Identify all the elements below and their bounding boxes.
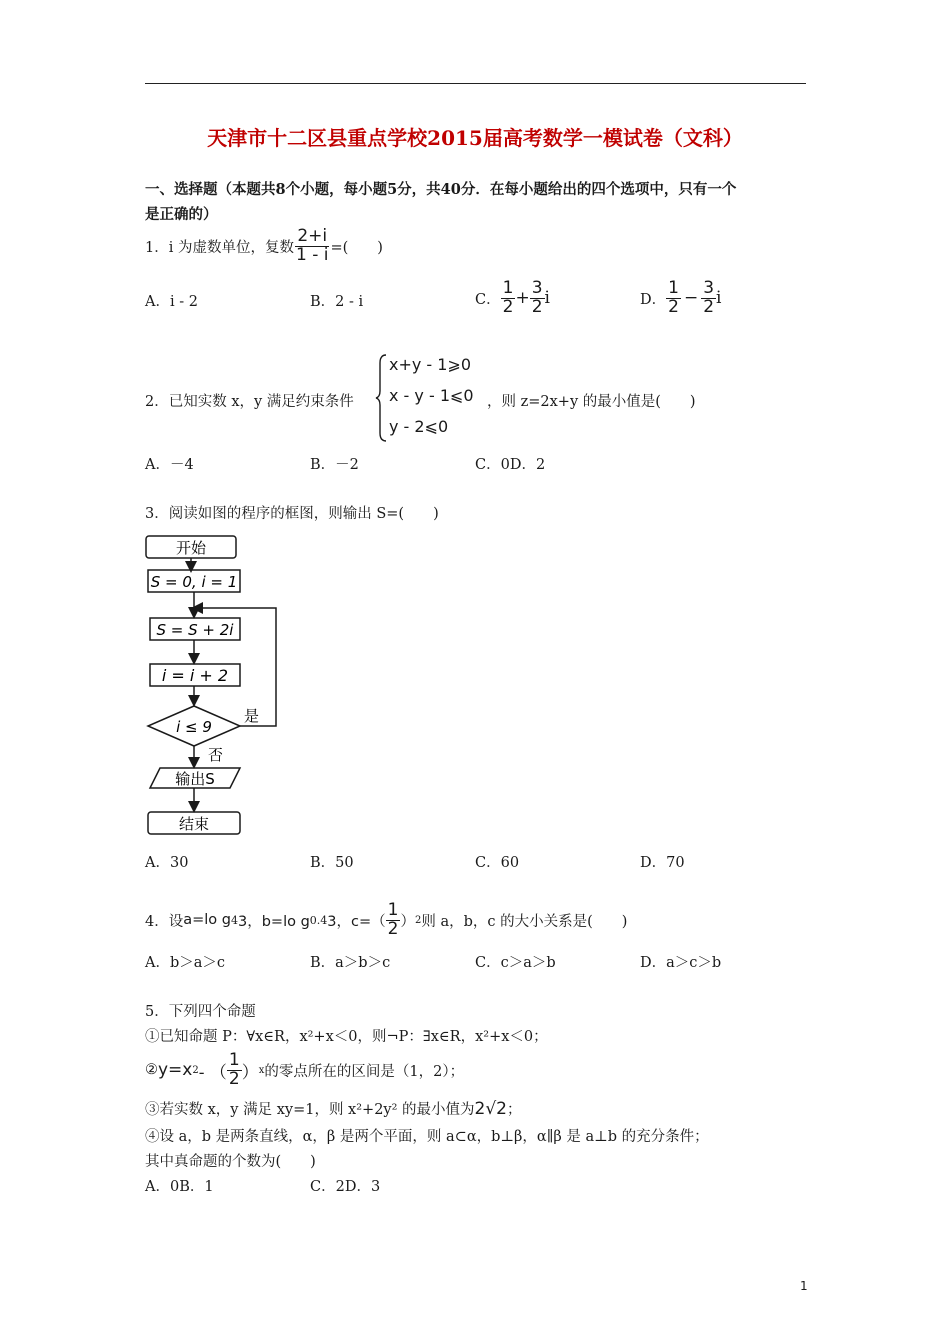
q4-option-b: B．a＞b＞c — [310, 955, 391, 971]
q2-constraint-2: x - y - 1⩽0 — [389, 386, 474, 405]
q4-c-exp: 2 — [414, 914, 422, 926]
q5-p2-exp2: x — [258, 1064, 265, 1076]
flow-output-text: 输出S — [175, 770, 215, 788]
q1-c-op: + — [515, 288, 530, 309]
q1-c-frac2 — [530, 280, 545, 317]
q1-c-f1-den: 2 — [502, 296, 514, 317]
q2-constraint-3: y - 2⩽0 — [389, 417, 449, 436]
q1-d-f1-num: 1 — [668, 278, 679, 298]
q1-d-frac1 — [666, 280, 681, 317]
q5-proposition-2 — [145, 1052, 464, 1089]
q3-text: 3．阅读如图的程序的框图，则输出 S=( ) — [145, 506, 439, 522]
q4-option-d: D．a＞c＞b — [640, 955, 722, 971]
q1-c-f2-num: 3 — [531, 278, 543, 298]
q1-d-i: i — [716, 288, 722, 309]
question-4 — [145, 902, 627, 939]
q4-b-sub: 0.4 — [309, 913, 328, 927]
q2-brace — [374, 353, 388, 443]
q1-suffix: =( ) — [330, 239, 383, 256]
flow-step1-text: S = S + 2i — [156, 621, 234, 639]
q4-a-def: a=lo g — [183, 912, 231, 929]
q4-suffix: 则 a，b，c 的大小关系是( ) — [421, 913, 628, 930]
q1-d-f2-num: 3 — [703, 278, 715, 298]
q5-p2-den: 2 — [228, 1068, 240, 1089]
q3-option-d: D．70 — [640, 855, 685, 871]
q1-option-a: A．i - 2 — [145, 294, 198, 310]
q2-option-b: B．－2 — [310, 457, 359, 473]
q1-c-i: i — [544, 288, 550, 309]
q2-option-a: A．－4 — [145, 457, 194, 473]
q5-p2-prefix: ② — [145, 1062, 158, 1079]
flow-end-text: 结束 — [178, 815, 210, 833]
q1-frac-num: 2+i — [297, 226, 328, 246]
q1-d-frac2 — [701, 280, 716, 317]
q1-option-d-label: D． — [640, 291, 667, 308]
q4-c-close: ） — [400, 913, 415, 930]
q5-tail: 其中真命题的个数为( ) — [145, 1154, 316, 1170]
q1-c-f2-den: 2 — [531, 296, 543, 317]
q1-option-b: B．2 - i — [310, 294, 364, 310]
q4-option-c: C．c＞a＞b — [475, 955, 556, 971]
q1-fraction — [294, 228, 330, 265]
q1-c-frac1 — [501, 280, 516, 317]
q5-heading: 5．下列四个命题 — [145, 1004, 256, 1020]
q1-d-f1-den: 2 — [668, 296, 679, 317]
q4-a-tail: 3，b=lo g — [237, 913, 310, 930]
q1-option-c — [475, 280, 550, 317]
q2-suffix: ，则 z=2x+y 的最小值是( ) — [487, 394, 696, 410]
q5-option-ab: A．0B．1 — [145, 1179, 214, 1195]
q5-proposition-4: ④设 a，b 是两条直线，α，β 是两个平面，则 a⊂α，b⊥β，α∥β 是 a⊥b 的充分条件； — [145, 1129, 709, 1145]
q3-option-b: B．50 — [310, 855, 354, 871]
q5-proposition-3 — [145, 1098, 522, 1119]
flow-yes-label: 是 — [244, 707, 260, 725]
q5-p3-end: ； — [507, 1102, 522, 1118]
flow-cond-text: i ≤ 9 — [176, 718, 212, 736]
q5-p2-suffix: 的零点所在的区间是（1，2）； — [264, 1063, 465, 1080]
q5-option-cd: C．2D．3 — [310, 1179, 381, 1195]
q5-p2-exp: 2 — [192, 1064, 199, 1076]
flow-no-label: 否 — [208, 746, 224, 764]
q3-option-a: A．30 — [145, 855, 189, 871]
q5-p2-frac — [227, 1052, 242, 1089]
page-title: 天津市十二区县重点学校2015届高考数学一模试卷（文科） — [207, 126, 743, 150]
section-heading-line2: 是正确的） — [145, 206, 218, 223]
q4-option-a: A．b＞a＞c — [145, 955, 226, 971]
q5-p2-expr: y=x — [158, 1060, 193, 1081]
q4-prefix: 4．设 — [145, 913, 184, 930]
q4-c-num: 1 — [387, 900, 399, 920]
q4-c-frac — [386, 902, 401, 939]
q2-option-cd: C．0D．2 — [475, 457, 546, 473]
q5-p2-mid: - （ — [198, 1062, 227, 1083]
q3-option-c: C．60 — [475, 855, 520, 871]
q5-p2-num: 1 — [228, 1050, 240, 1070]
page-number: 1 — [800, 1279, 808, 1293]
q2-constraint-1: x+y - 1⩾0 — [389, 355, 472, 374]
q5-p3-text: ③若实数 x，y 满足 xy=1，则 x²+2y² 的最小值为 — [145, 1102, 475, 1118]
q1-d-f2-den: 2 — [703, 296, 715, 317]
q5-p2-close: ） — [241, 1062, 259, 1083]
flow-start-text: 开始 — [175, 539, 207, 557]
flow-init-text: S = 0, i = 1 — [150, 573, 238, 591]
q4-c-den: 2 — [387, 918, 399, 939]
q3-flowchart — [140, 530, 300, 845]
q2-prefix: 2．已知实数 x，y 满足约束条件 — [145, 394, 354, 410]
header-rule — [145, 83, 806, 84]
q5-p3-val: 2√2 — [474, 1099, 507, 1119]
q5-proposition-1: ①已知命题 P：∀x∈R，x²+x＜0，则¬P：∃x∈R，x²+x＜0； — [145, 1029, 548, 1045]
q1-prefix: 1．i 为虚数单位，复数 — [145, 239, 294, 256]
q4-b-tail: 3，c=（ — [327, 913, 386, 930]
section-heading-line1: 一、选择题（本题共8个小题，每小题5分，共40分．在每小题给出的四个选项中，只有一个 — [145, 181, 737, 198]
q1-d-op: − — [683, 288, 699, 309]
q1-option-c-label: C． — [475, 291, 501, 308]
q4-a-sub: 4 — [230, 913, 238, 927]
question-1 — [145, 228, 383, 265]
q1-c-f1-num: 1 — [502, 278, 514, 298]
q1-frac-den: 1 - i — [295, 244, 329, 265]
flow-step2-text: i = i + 2 — [161, 666, 229, 685]
q1-option-d — [640, 280, 721, 317]
